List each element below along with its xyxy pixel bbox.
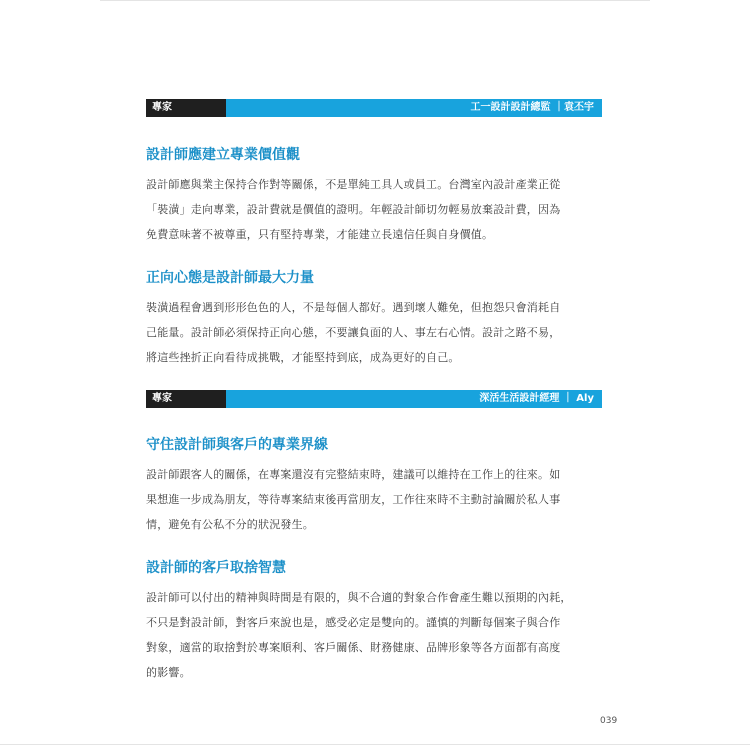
section-heading: 設計師的客戶取捨智慧: [146, 560, 286, 576]
paragraph-line: 果想進一步成為朋友，等待專案結束後再當朋友，工作往來時不主動討論關於私人事: [146, 493, 561, 506]
page-number: 039: [600, 716, 618, 726]
section-3: [146, 435, 604, 537]
paragraph-line: 設計師可以付出的精神與時間是有限的，與不合適的對象合作會產生難以預期的內耗，: [146, 591, 572, 604]
page-top-edge: [100, 0, 650, 1]
page-bottom-edge: [0, 744, 750, 745]
expert-info: 工一設計設計總監 ｜袁丕宇: [226, 99, 602, 117]
expert-info: 深活生活設計經理 ｜ Aly: [226, 390, 602, 408]
paragraph-line: 「裝潢」走向專業，設計費就是價值的證明。年輕設計師切勿輕易放棄設計費，因為: [146, 203, 561, 216]
paragraph-line: 免費意味著不被尊重，只有堅持專業，才能建立長遠信任與自身價值。: [146, 228, 494, 241]
paragraph-line: 的影響。: [146, 666, 191, 679]
paragraph-line: 設計師應與業主保持合作對等關係，不是單純工具人或員工。台灣室內設計產業正從: [146, 178, 561, 191]
expert-bar-1: [146, 99, 602, 117]
section-1: [146, 145, 604, 247]
paragraph-line: 將這些挫折正向看待成挑戰，才能堅持到底，成為更好的自己。: [146, 351, 460, 364]
paragraph-line: 己能量。設計師必須保持正向心態，不要讓負面的人、事左右心情。設計之路不易，: [146, 326, 561, 339]
expert-bar-2: [146, 390, 602, 408]
section-heading: 守住設計師與客戶的專業界線: [146, 437, 328, 453]
paragraph-line: 不只是對設計師，對客戶來說也是，感受必定是雙向的。謹慎的判斷每個案子與合作: [146, 616, 561, 629]
section-heading: 正向心態是設計師最大力量: [146, 270, 314, 286]
paragraph-line: 設計師跟客人的關係，在專案還沒有完整結束時，建議可以維持在工作上的往來。如: [146, 468, 561, 481]
paragraph-line: 裝潢過程會遇到形形色色的人，不是每個人都好。遇到壞人難免，但抱怨只會消耗自: [146, 301, 561, 314]
section-heading: 設計師應建立專業價值觀: [146, 147, 300, 163]
expert-tag: 專家: [146, 99, 226, 117]
expert-tag: 專家: [146, 390, 226, 408]
paragraph-line: 情，避免有公私不分的狀況發生。: [146, 518, 314, 531]
section-4: [146, 558, 604, 685]
paragraph-line: 對象，適當的取捨對於專案順利、客戶關係、財務健康、品牌形象等各方面都有高度: [146, 641, 561, 654]
section-2: [146, 268, 604, 370]
